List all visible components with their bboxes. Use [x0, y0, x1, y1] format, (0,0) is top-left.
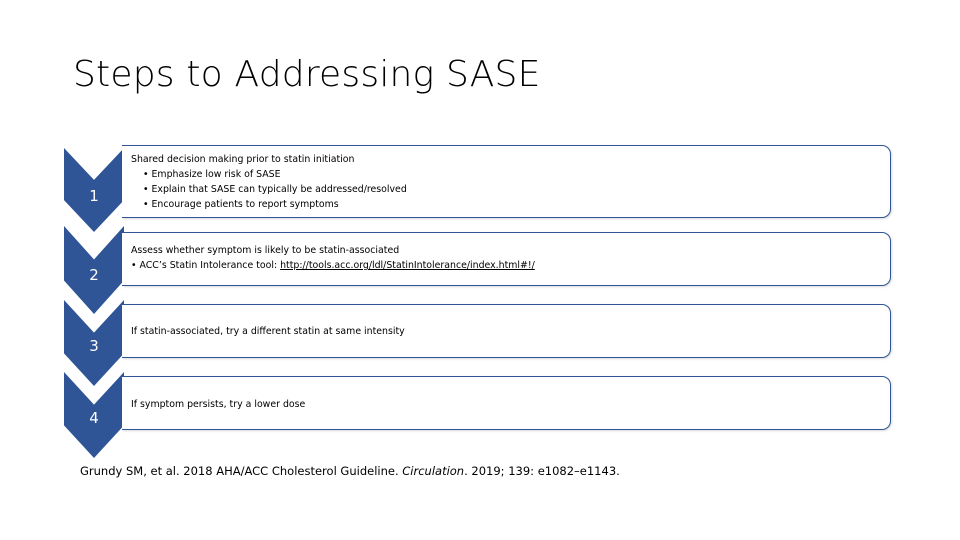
step-1-heading: Shared decision making prior to statin initiation [131, 154, 355, 165]
step-4-number: 4 [89, 409, 99, 427]
step-2-bullet-prefix: • ACC’s Statin Intolerance tool: [131, 260, 281, 271]
step-3-number: 3 [89, 337, 99, 355]
step-2-heading: Assess whether symptom is likely to be statin-associated [131, 245, 400, 256]
slide-title: Steps to Addressing SASE [73, 54, 541, 95]
step-4-heading: If symptom persists, try a lower dose [131, 399, 306, 410]
citation-suffix: . 2019; 139: e1082–e1143. [464, 464, 620, 478]
step-4-box [122, 376, 891, 430]
step-1-number: 1 [89, 187, 99, 205]
statin-intolerance-tool-link[interactable]: http://tools.acc.org/ldl/StatinIntolerance/index.html#!/ [280, 260, 535, 271]
step-1-bullet-2: • Explain that SASE can typically be addressed/resolved [143, 184, 407, 195]
step-2-text [131, 243, 535, 273]
citation-journal: Circulation [402, 464, 465, 478]
step-3-heading: If statin-associated, try a different statin at same intensity [131, 326, 405, 337]
step-1-bullet-1: • Emphasize low risk of SASE [143, 169, 281, 180]
step-3-box [122, 304, 891, 358]
citation [80, 464, 620, 478]
step-1-text [131, 152, 407, 212]
step-2-bullet [131, 258, 535, 273]
step-2-number: 2 [89, 266, 99, 284]
step-2-box [122, 232, 891, 286]
citation-prefix: Grundy SM, et al. 2018 AHA/ACC Cholesterol Guideline. [80, 464, 403, 478]
step-1-bullet-3: • Encourage patients to report symptoms [143, 199, 339, 210]
step-1-box [122, 145, 891, 218]
